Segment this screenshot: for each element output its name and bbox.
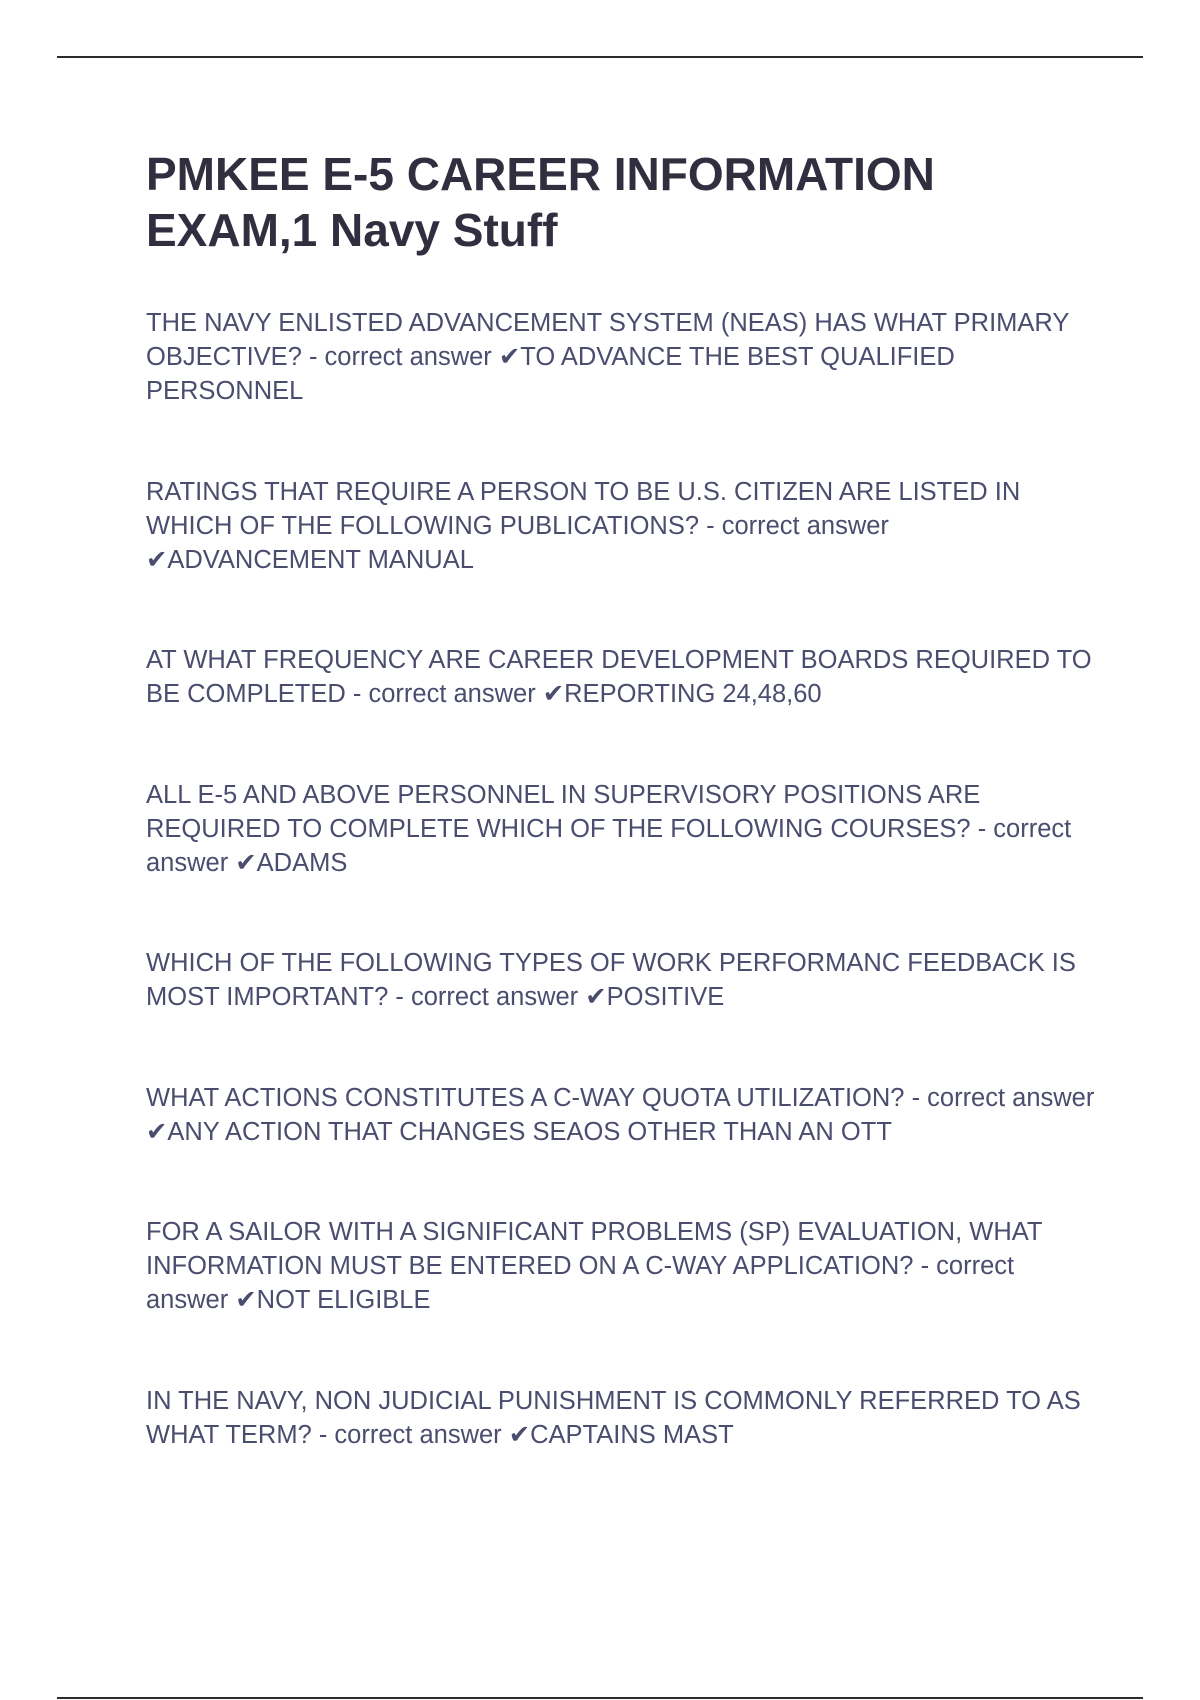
qa-item bbox=[146, 1384, 1096, 1452]
top-divider bbox=[57, 56, 1143, 58]
qa-item bbox=[146, 1081, 1096, 1149]
question-text: ALL E-5 AND ABOVE PERSONNEL IN SUPERVISORY POSITIONS ARE REQUIRED TO COMPLETE WHICH OF THE FOLLOWING COURSES? bbox=[146, 781, 981, 843]
answer-prefix: - correct answer ✔ bbox=[146, 815, 1072, 877]
question-text: IN THE NAVY, NON JUDICIAL PUNISHMENT IS COMMONLY REFERRED TO AS WHAT TERM? bbox=[146, 1387, 1081, 1449]
question-text: RATINGS THAT REQUIRE A PERSON TO BE U.S. CITIZEN ARE LISTED IN WHICH OF THE FOLLOWING PUBLICATIONS? bbox=[146, 478, 1021, 540]
answer-text: ADVANCEMENT MANUAL bbox=[167, 546, 474, 574]
qa-item bbox=[146, 1215, 1096, 1317]
answer-prefix: - correct answer ✔ bbox=[352, 680, 565, 708]
question-text: AT WHAT FREQUENCY ARE CAREER DEVELOPMENT BOARDS REQUIRED TO BE COMPLETED bbox=[146, 646, 1092, 708]
answer-prefix: - correct answer ✔ bbox=[146, 1252, 1015, 1314]
qa-item bbox=[146, 778, 1096, 880]
answer-text: REPORTING 24,48,60 bbox=[564, 680, 822, 708]
answer-prefix: - correct answer ✔ bbox=[146, 512, 889, 574]
answer-text: ADAMS bbox=[256, 849, 348, 877]
answer-text: NOT ELIGIBLE bbox=[256, 1286, 431, 1314]
document-title: PMKEE E-5 CAREER INFORMATION EXAM,1 Navy Stuff bbox=[146, 148, 935, 256]
answer-prefix: - correct answer ✔ bbox=[308, 343, 521, 371]
answer-prefix: - correct answer ✔ bbox=[395, 983, 607, 1011]
question-text: THE NAVY ENLISTED ADVANCEMENT SYSTEM (NEAS) HAS WHAT PRIMARY OBJECTIVE? bbox=[146, 309, 1069, 371]
answer-text: TO ADVANCE THE BEST QUALIFIED PERSONNEL bbox=[146, 343, 955, 405]
answer-text: CAPTAINS MAST bbox=[530, 1421, 734, 1449]
answer-text: ANY ACTION THAT CHANGES SEAOS OTHER THAN AN OTT bbox=[167, 1118, 892, 1146]
answer-text: POSITIVE bbox=[606, 983, 725, 1011]
answer-prefix: - correct answer ✔ bbox=[318, 1421, 531, 1449]
answer-prefix: - correct answer ✔ bbox=[146, 1084, 1095, 1146]
qa-item bbox=[146, 946, 1096, 1014]
qa-item bbox=[146, 475, 1096, 577]
qa-item bbox=[146, 306, 1096, 408]
question-text: WHAT ACTIONS CONSTITUTES A C-WAY QUOTA UTILIZATION? bbox=[146, 1084, 905, 1112]
qa-item bbox=[146, 643, 1096, 711]
question-text: WHICH OF THE FOLLOWING TYPES OF WORK PERFORMANC FEEDBACK IS MOST IMPORTANT? bbox=[146, 949, 1076, 1011]
bottom-divider bbox=[57, 1697, 1143, 1699]
question-text: FOR A SAILOR WITH A SIGNIFICANT PROBLEMS (SP) EVALUATION, WHAT INFORMATION MUST BE ENTERED ON A C-WAY APPLICATION? bbox=[146, 1218, 1042, 1280]
